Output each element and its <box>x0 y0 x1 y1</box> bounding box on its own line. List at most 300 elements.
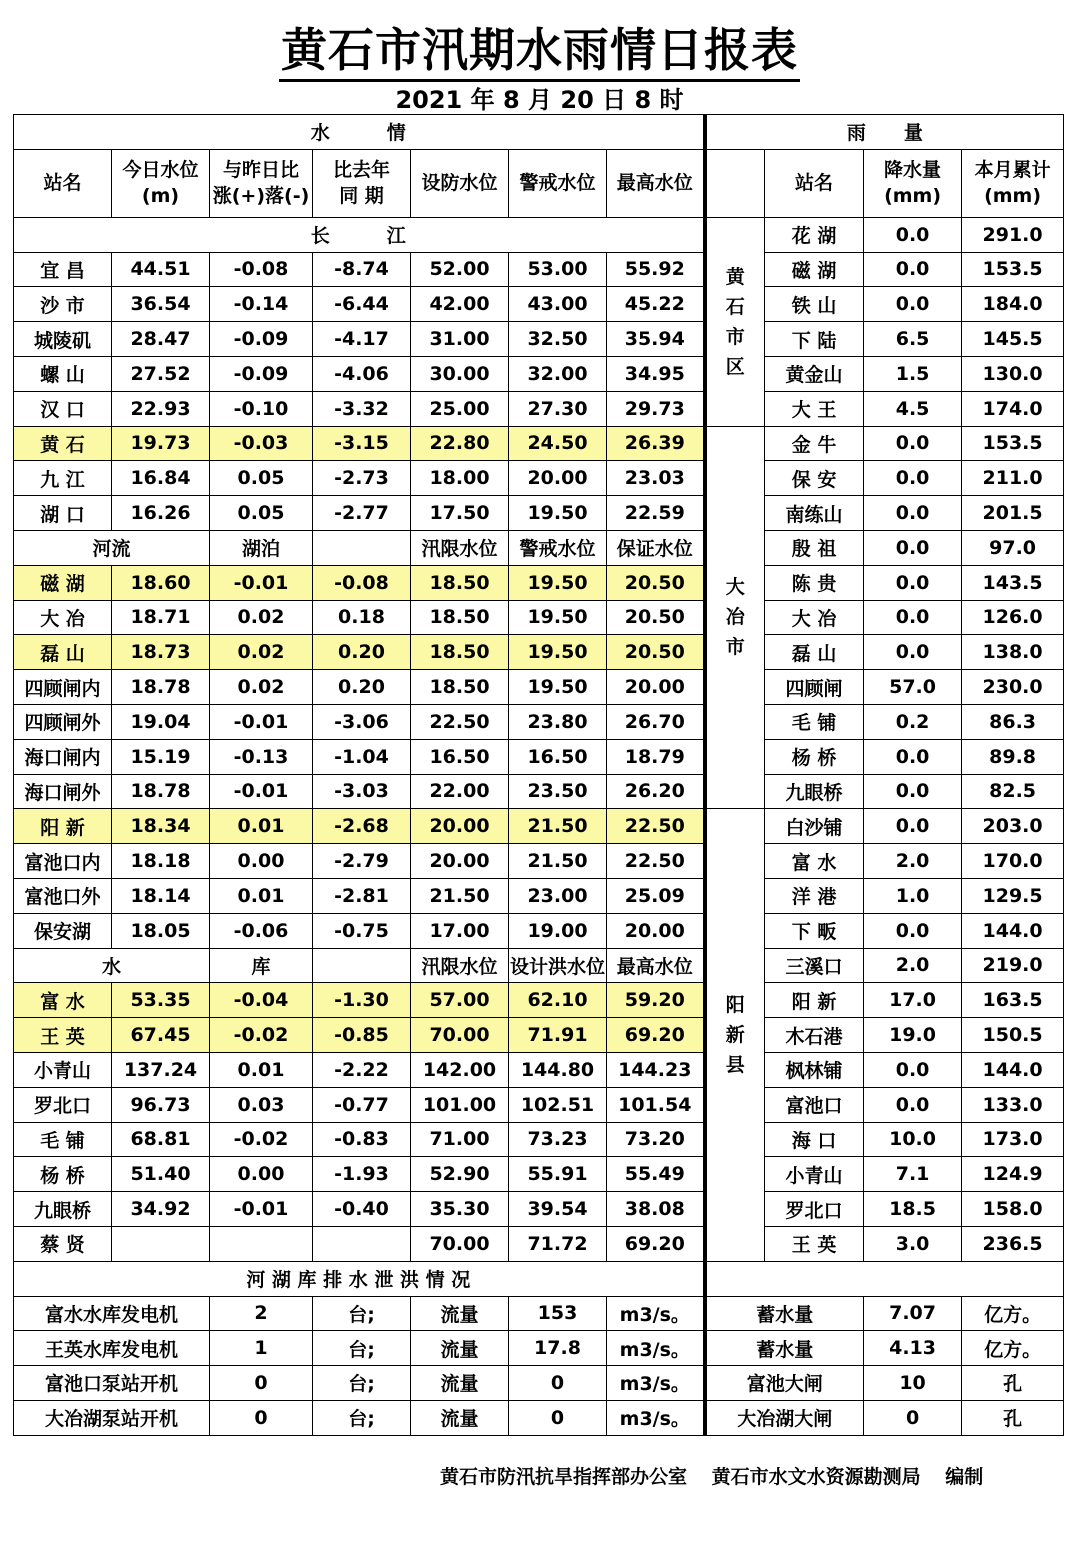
group-col-header: 设计洪水位 <box>509 948 607 983</box>
water-value: 16.50 <box>411 739 509 774</box>
water-value: 31.00 <box>411 322 509 357</box>
water-value: 0.01 <box>210 1052 313 1087</box>
table-row <box>14 496 1064 531</box>
water-value: -1.93 <box>313 1157 411 1192</box>
water-value: -3.03 <box>313 774 411 809</box>
rain-precip: 18.5 <box>864 1192 962 1227</box>
water-value: 59.20 <box>607 983 705 1018</box>
rain-precip: 0.0 <box>864 461 962 496</box>
station-name: 阳 新 <box>14 809 112 844</box>
station-name: 螺 山 <box>14 356 112 391</box>
rain-precip: 6.5 <box>864 322 962 357</box>
water-col-header: 与昨日比 涨(+)落(-) <box>210 149 313 217</box>
water-value: 22.50 <box>411 704 509 739</box>
table-row <box>14 670 1064 705</box>
water-value: 0.20 <box>313 635 411 670</box>
rain-monthly: 173.0 <box>962 1122 1064 1157</box>
water-value: -0.02 <box>210 1122 313 1157</box>
drainage-unit: 台; <box>313 1366 411 1401</box>
station-name: 富池口内 <box>14 844 112 879</box>
drainage-store: 4.13 <box>864 1331 962 1366</box>
water-value: 28.47 <box>112 322 210 357</box>
water-value <box>313 1226 411 1261</box>
drainage-unit: 台; <box>313 1296 411 1331</box>
table-row <box>14 1018 1064 1053</box>
water-value: 26.39 <box>607 426 705 461</box>
water-value: 22.00 <box>411 774 509 809</box>
rain-station-name: 大 冶 <box>765 600 864 635</box>
water-value: 20.50 <box>607 635 705 670</box>
footer-org-1: 黄石市防汛抗旱指挥部办公室 <box>440 1466 688 1488</box>
rain-station-name: 磊 山 <box>765 635 864 670</box>
table-row <box>14 565 1064 600</box>
water-value: -0.14 <box>210 287 313 322</box>
rain-precip: 57.0 <box>864 670 962 705</box>
water-value: 0.01 <box>210 878 313 913</box>
rain-monthly: 97.0 <box>962 530 1064 565</box>
rain-col-header: 降水量 (mm) <box>864 149 962 217</box>
rain-monthly: 174.0 <box>962 391 1064 426</box>
water-value: -8.74 <box>313 252 411 287</box>
rain-precip: 2.0 <box>864 948 962 983</box>
water-value: -4.06 <box>313 356 411 391</box>
rain-monthly: 158.0 <box>962 1192 1064 1227</box>
water-value: -3.06 <box>313 704 411 739</box>
water-value: -3.32 <box>313 391 411 426</box>
water-value: 68.81 <box>112 1122 210 1157</box>
water-value: 18.78 <box>112 774 210 809</box>
rain-precip: 1.0 <box>864 878 962 913</box>
group-label-lake: 湖泊 <box>210 530 313 565</box>
water-value: 55.92 <box>607 252 705 287</box>
water-value: 26.70 <box>607 704 705 739</box>
water-value: 17.00 <box>411 913 509 948</box>
station-name: 沙 市 <box>14 287 112 322</box>
drainage-flow-label: 流量 <box>411 1296 509 1331</box>
water-value: 19.73 <box>112 426 210 461</box>
table-row <box>14 1122 1064 1157</box>
drainage-title-row <box>14 1261 1064 1296</box>
rain-precip: 1.5 <box>864 356 962 391</box>
drainage-flow-label: 流量 <box>411 1366 509 1401</box>
table-row <box>14 1226 1064 1261</box>
rain-precip: 0.0 <box>864 635 962 670</box>
water-value: 52.00 <box>411 252 509 287</box>
rain-station-name: 洋 港 <box>765 878 864 913</box>
water-value: 34.92 <box>112 1192 210 1227</box>
drainage-title: 河 湖 库 排 水 泄 洪 情 况 <box>14 1261 705 1296</box>
water-value: 19.50 <box>509 635 607 670</box>
rain-precip: 0.0 <box>864 913 962 948</box>
table-row <box>14 1052 1064 1087</box>
water-value: -0.06 <box>210 913 313 948</box>
station-name: 磊 山 <box>14 635 112 670</box>
table-row <box>14 600 1064 635</box>
rain-station-name: 阳 新 <box>765 983 864 1018</box>
rain-monthly: 153.5 <box>962 426 1064 461</box>
rain-monthly: 211.0 <box>962 461 1064 496</box>
water-col-header: 警戒水位 <box>509 149 607 217</box>
table-row <box>14 356 1064 391</box>
rain-region-label: 大 冶 市 <box>705 426 765 809</box>
drainage-store-unit: 亿方。 <box>962 1331 1064 1366</box>
water-value: 20.50 <box>607 600 705 635</box>
water-value: -4.17 <box>313 322 411 357</box>
rain-station-name: 南练山 <box>765 496 864 531</box>
water-value: 42.00 <box>411 287 509 322</box>
rain-station-name: 大 王 <box>765 391 864 426</box>
station-name: 大 冶 <box>14 600 112 635</box>
water-value: 70.00 <box>411 1018 509 1053</box>
water-value: 17.50 <box>411 496 509 531</box>
water-value: -0.02 <box>210 1018 313 1053</box>
water-value: -0.09 <box>210 356 313 391</box>
water-value: 20.00 <box>607 913 705 948</box>
group-label-changjiang: 长 江 <box>14 217 705 252</box>
rain-station-name: 富 水 <box>765 844 864 879</box>
water-value: -2.22 <box>313 1052 411 1087</box>
rain-precip: 0.2 <box>864 704 962 739</box>
table-row <box>14 391 1064 426</box>
water-value: 18.50 <box>411 635 509 670</box>
water-value: 0.02 <box>210 670 313 705</box>
section-header-row <box>14 115 1064 150</box>
water-value: 53.00 <box>509 252 607 287</box>
water-value: 18.18 <box>112 844 210 879</box>
water-value: 16.84 <box>112 461 210 496</box>
water-value: -0.04 <box>210 983 313 1018</box>
drainage-store-label: 蓄水量 <box>705 1331 864 1366</box>
water-value: 21.50 <box>509 809 607 844</box>
water-value: 69.20 <box>607 1226 705 1261</box>
table-row <box>14 809 1064 844</box>
station-name: 九眼桥 <box>14 1192 112 1227</box>
group-col-header: 警戒水位 <box>509 530 607 565</box>
station-name: 海口闸内 <box>14 739 112 774</box>
station-name: 保安湖 <box>14 913 112 948</box>
rain-precip: 0.0 <box>864 1052 962 1087</box>
rain-region-label: 黄 石 市 区 <box>705 217 765 426</box>
rain-station-name: 三溪口 <box>765 948 864 983</box>
water-value: 19.00 <box>509 913 607 948</box>
water-value: 20.00 <box>607 670 705 705</box>
water-value: 22.59 <box>607 496 705 531</box>
water-value: 62.10 <box>509 983 607 1018</box>
water-value: 71.72 <box>509 1226 607 1261</box>
water-value: 24.50 <box>509 426 607 461</box>
rain-station-name: 罗北口 <box>765 1192 864 1227</box>
water-col-header: 站名 <box>14 149 112 217</box>
table-row <box>14 252 1064 287</box>
water-value: 25.00 <box>411 391 509 426</box>
station-name: 王 英 <box>14 1018 112 1053</box>
water-col-header: 最高水位 <box>607 149 705 217</box>
rain-monthly: 133.0 <box>962 1087 1064 1122</box>
report-table <box>13 114 1064 1436</box>
water-value: 23.03 <box>607 461 705 496</box>
group-row <box>14 217 1064 252</box>
rain-precip: 0.0 <box>864 739 962 774</box>
water-value: 53.35 <box>112 983 210 1018</box>
group-col-header: 汛限水位 <box>411 530 509 565</box>
water-value: 27.30 <box>509 391 607 426</box>
water-value: -1.30 <box>313 983 411 1018</box>
rain-monthly: 124.9 <box>962 1157 1064 1192</box>
drainage-flow-unit: m3/s。 <box>607 1400 705 1435</box>
rain-station-name: 铁 山 <box>765 287 864 322</box>
water-value: -2.68 <box>313 809 411 844</box>
water-value: 0.18 <box>313 600 411 635</box>
rain-station-name: 下 陆 <box>765 322 864 357</box>
water-value: 18.00 <box>411 461 509 496</box>
rain-station-name: 毛 铺 <box>765 704 864 739</box>
rain-station-name: 王 英 <box>765 1226 864 1261</box>
drainage-row <box>14 1366 1064 1401</box>
water-value: 96.73 <box>112 1087 210 1122</box>
water-value: -0.77 <box>313 1087 411 1122</box>
rain-precip: 17.0 <box>864 983 962 1018</box>
rain-precip: 0.0 <box>864 252 962 287</box>
water-value: 19.04 <box>112 704 210 739</box>
rain-monthly: 203.0 <box>962 809 1064 844</box>
drainage-flow: 0 <box>509 1400 607 1435</box>
rain-station-name: 保 安 <box>765 461 864 496</box>
table-row <box>14 1192 1064 1227</box>
water-value: 71.91 <box>509 1018 607 1053</box>
rain-precip: 0.0 <box>864 774 962 809</box>
rain-precip: 0.0 <box>864 809 962 844</box>
drainage-count: 1 <box>210 1331 313 1366</box>
drainage-name: 王英水库发电机 <box>14 1331 210 1366</box>
station-name: 汉 口 <box>14 391 112 426</box>
rain-monthly: 129.5 <box>962 878 1064 913</box>
station-name: 湖 口 <box>14 496 112 531</box>
group-label-reservoir-2: 库 <box>210 948 313 983</box>
water-value: -0.01 <box>210 565 313 600</box>
water-value: -0.08 <box>313 565 411 600</box>
water-value: 35.94 <box>607 322 705 357</box>
water-value: 55.49 <box>607 1157 705 1192</box>
rain-station-name: 小青山 <box>765 1157 864 1192</box>
water-value: 22.50 <box>607 809 705 844</box>
drainage-row <box>14 1400 1064 1435</box>
water-value: -0.10 <box>210 391 313 426</box>
station-name: 黄 石 <box>14 426 112 461</box>
rain-precip: 0.0 <box>864 1087 962 1122</box>
rain-precip: 0.0 <box>864 496 962 531</box>
drainage-store-label: 蓄水量 <box>705 1296 864 1331</box>
drainage-count: 2 <box>210 1296 313 1331</box>
group-col-header: 最高水位 <box>607 948 705 983</box>
table-row <box>14 287 1064 322</box>
water-value: 144.23 <box>607 1052 705 1087</box>
water-value: 20.00 <box>411 809 509 844</box>
drainage-flow: 153 <box>509 1296 607 1331</box>
rain-monthly: 143.5 <box>962 565 1064 600</box>
rain-station-name: 陈 贵 <box>765 565 864 600</box>
water-value: 22.93 <box>112 391 210 426</box>
water-value: 16.26 <box>112 496 210 531</box>
water-value: 0.01 <box>210 809 313 844</box>
rain-col-header: 站名 <box>765 149 864 217</box>
station-name: 磁 湖 <box>14 565 112 600</box>
rain-monthly: 291.0 <box>962 217 1064 252</box>
table-row <box>14 322 1064 357</box>
water-value: -0.85 <box>313 1018 411 1053</box>
drainage-count: 0 <box>210 1366 313 1401</box>
footer-compiled: 编制 <box>945 1466 984 1488</box>
rain-precip: 0.0 <box>864 217 962 252</box>
rain-precip: 4.5 <box>864 391 962 426</box>
rain-station-name: 黄金山 <box>765 356 864 391</box>
drainage-store-unit: 孔 <box>962 1400 1064 1435</box>
rain-station-name: 花 湖 <box>765 217 864 252</box>
rain-station-name: 下 畈 <box>765 913 864 948</box>
drainage-count: 0 <box>210 1400 313 1435</box>
water-value: 16.50 <box>509 739 607 774</box>
water-value: 73.20 <box>607 1122 705 1157</box>
rain-station-name: 金 牛 <box>765 426 864 461</box>
drainage-flow: 0 <box>509 1366 607 1401</box>
station-name: 小青山 <box>14 1052 112 1087</box>
station-name: 城陵矶 <box>14 322 112 357</box>
column-header-row <box>14 149 1064 217</box>
water-value: 18.50 <box>411 670 509 705</box>
group-col-header: 汛限水位 <box>411 948 509 983</box>
drainage-unit: 台; <box>313 1331 411 1366</box>
station-name: 四顾闸外 <box>14 704 112 739</box>
water-value: 0.20 <box>313 670 411 705</box>
rain-precip: 0.0 <box>864 530 962 565</box>
table-row <box>14 1157 1064 1192</box>
rain-monthly: 201.5 <box>962 496 1064 531</box>
empty-cell <box>313 530 411 565</box>
rain-monthly: 144.0 <box>962 913 1064 948</box>
rain-monthly: 126.0 <box>962 600 1064 635</box>
water-value <box>210 1226 313 1261</box>
water-value: 0.05 <box>210 496 313 531</box>
table-row <box>14 461 1064 496</box>
water-value: 32.00 <box>509 356 607 391</box>
water-value: 15.19 <box>112 739 210 774</box>
water-value: -2.79 <box>313 844 411 879</box>
rain-monthly: 144.0 <box>962 1052 1064 1087</box>
table-row <box>14 774 1064 809</box>
rain-station-name: 白沙铺 <box>765 809 864 844</box>
group-label-river: 河流 <box>14 530 210 565</box>
rain-monthly: 82.5 <box>962 774 1064 809</box>
drainage-flow-label: 流量 <box>411 1400 509 1435</box>
table-row <box>14 878 1064 913</box>
empty-cell <box>705 1261 1064 1296</box>
water-value: 22.50 <box>607 844 705 879</box>
water-value: 57.00 <box>411 983 509 1018</box>
station-name: 海口闸外 <box>14 774 112 809</box>
water-value: 18.14 <box>112 878 210 913</box>
table-row <box>14 704 1064 739</box>
water-value: 30.00 <box>411 356 509 391</box>
station-name: 宜 昌 <box>14 252 112 287</box>
water-col-header: 比去年 同 期 <box>313 149 411 217</box>
water-value: -3.15 <box>313 426 411 461</box>
rain-col-header: 本月累计 (mm) <box>962 149 1064 217</box>
rain-precip: 7.1 <box>864 1157 962 1192</box>
rain-monthly: 153.5 <box>962 252 1064 287</box>
footer-org-2: 黄石市水文水资源勘测局 <box>711 1466 921 1488</box>
rain-station-name: 海 口 <box>765 1122 864 1157</box>
table-row <box>14 1087 1064 1122</box>
drainage-store: 10 <box>864 1366 962 1401</box>
water-value: -2.77 <box>313 496 411 531</box>
water-value: 18.73 <box>112 635 210 670</box>
rain-station-name: 枫林铺 <box>765 1052 864 1087</box>
rain-precip: 2.0 <box>864 844 962 879</box>
water-value: 45.22 <box>607 287 705 322</box>
station-name: 杨 桥 <box>14 1157 112 1192</box>
water-value: 19.50 <box>509 600 607 635</box>
rain-station-name: 九眼桥 <box>765 774 864 809</box>
water-value: 18.34 <box>112 809 210 844</box>
drainage-flow: 17.8 <box>509 1331 607 1366</box>
water-value: 18.78 <box>112 670 210 705</box>
report-title: 黄石市汛期水雨情日报表 <box>0 14 1079 80</box>
water-value: -2.73 <box>313 461 411 496</box>
water-value: 19.50 <box>509 565 607 600</box>
water-value: -0.03 <box>210 426 313 461</box>
water-value: 0.05 <box>210 461 313 496</box>
water-value: -0.83 <box>313 1122 411 1157</box>
rain-monthly: 236.5 <box>962 1226 1064 1261</box>
water-value: 23.00 <box>509 878 607 913</box>
water-value: -0.40 <box>313 1192 411 1227</box>
drainage-unit: 台; <box>313 1400 411 1435</box>
station-name: 蔡 贤 <box>14 1226 112 1261</box>
water-value: 102.51 <box>509 1087 607 1122</box>
drainage-flow-label: 流量 <box>411 1331 509 1366</box>
water-value: 18.05 <box>112 913 210 948</box>
water-value: 69.20 <box>607 1018 705 1053</box>
group-label-reservoir-1: 水 <box>14 948 210 983</box>
water-value: 67.45 <box>112 1018 210 1053</box>
station-name: 罗北口 <box>14 1087 112 1122</box>
water-value: 38.08 <box>607 1192 705 1227</box>
water-value: 51.40 <box>112 1157 210 1192</box>
rain-monthly: 138.0 <box>962 635 1064 670</box>
table-row <box>14 913 1064 948</box>
water-value: 34.95 <box>607 356 705 391</box>
rain-monthly: 184.0 <box>962 287 1064 322</box>
water-value: 43.00 <box>509 287 607 322</box>
water-value: 19.50 <box>509 670 607 705</box>
rain-monthly: 170.0 <box>962 844 1064 879</box>
water-value: 0.03 <box>210 1087 313 1122</box>
rain-station-name: 四顾闸 <box>765 670 864 705</box>
rain-monthly: 163.5 <box>962 983 1064 1018</box>
rain-monthly: 230.0 <box>962 670 1064 705</box>
drainage-store: 7.07 <box>864 1296 962 1331</box>
water-section-header: 水 情 <box>14 115 705 150</box>
station-name: 富 水 <box>14 983 112 1018</box>
water-value: 142.00 <box>411 1052 509 1087</box>
rain-precip: 0.0 <box>864 600 962 635</box>
water-value: -1.04 <box>313 739 411 774</box>
group-row <box>14 948 1064 983</box>
water-value: 27.52 <box>112 356 210 391</box>
water-value: 18.60 <box>112 565 210 600</box>
rain-station-name: 殷 祖 <box>765 530 864 565</box>
rain-station-name: 木石港 <box>765 1018 864 1053</box>
water-value: -0.08 <box>210 252 313 287</box>
